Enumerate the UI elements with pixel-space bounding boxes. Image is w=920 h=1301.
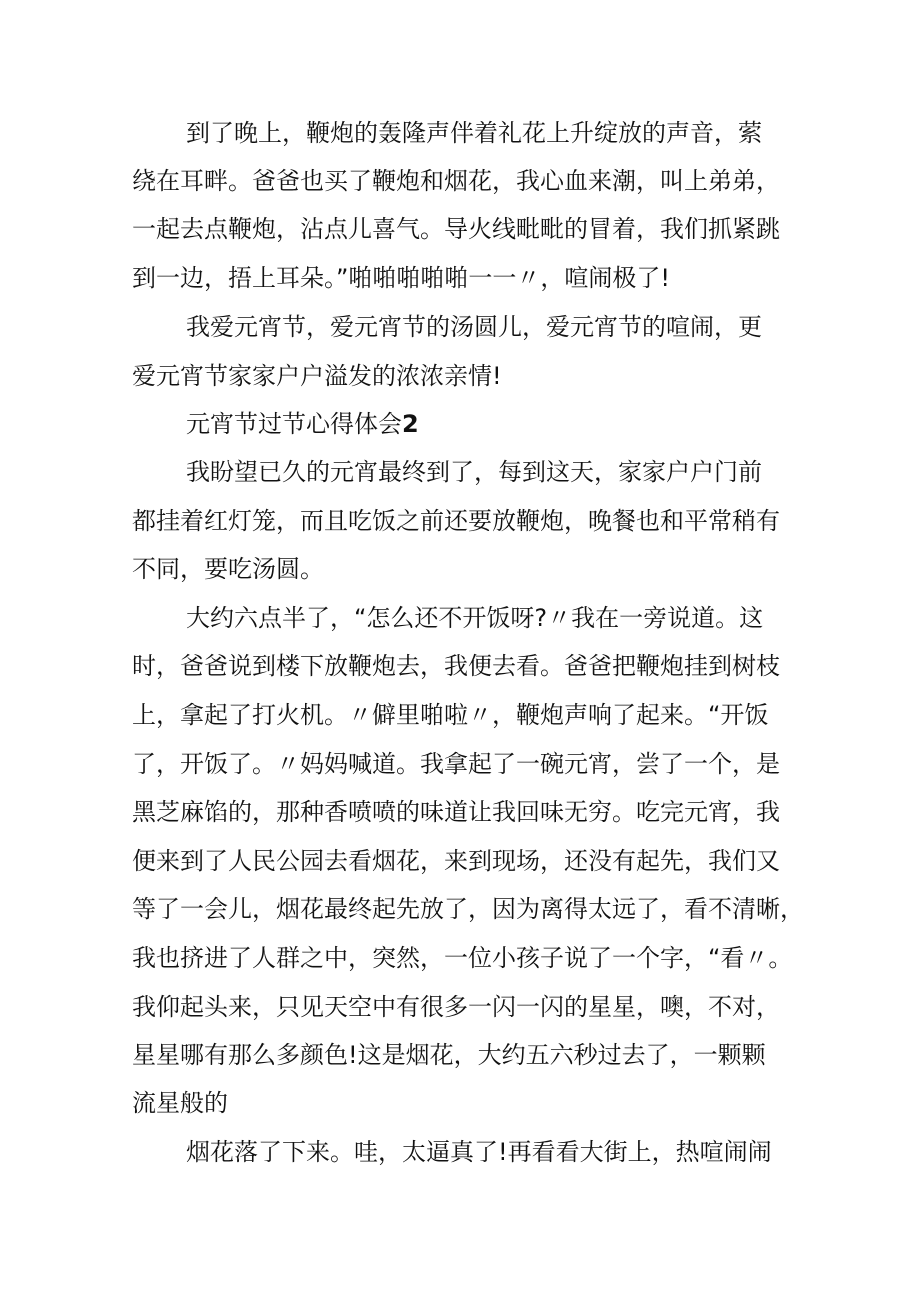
paragraph-3-line-2: 都挂着红灯笼，而且吃饭之前还要放鞭炮，晚餐也和平常稍有 (132, 507, 780, 535)
paragraph-1-line-3: 一起去点鞭炮，沾点儿喜气。导火线毗毗的冒着，我们抓紧跳 (132, 215, 780, 243)
paragraph-4-line-6: 便来到了人民公园去看烟花，来到现场，还没有起先，我们又 (132, 847, 780, 875)
paragraph-4-line-9: 我仰起头来，只见天空中有很多一闪一闪的星星，噢，不对， (132, 993, 780, 1021)
paragraph-4-line-11: 流星般的 (132, 1089, 228, 1117)
paragraph-4-line-10: 星星哪有那么多颜色!这是烟花，大约五六秒过去了，一颗颗 (132, 1041, 766, 1069)
paragraph-3-line-3: 不同，要吃汤圆。 (132, 555, 324, 583)
section-heading-number: 2 (402, 410, 419, 438)
section-heading (186, 404, 419, 444)
paragraph-4-line-3: 上，拿起了打火机。〃僻里啪啦〃，鞭炮声响了起来。“开饭 (132, 701, 769, 729)
paragraph-2-line-2: 爱元宵节家家户户溢发的浓浓亲情! (132, 362, 502, 390)
paragraph-4-line-1: 大约六点半了，“怎么还不开饭呀?〃我在一旁说道。这 (186, 604, 764, 632)
paragraph-1-line-1: 到了晚上，鞭炮的轰隆声伴着礼花上升绽放的声音，萦 (186, 119, 762, 147)
paragraph-5-line-1: 烟花落了下来。哇，太逼真了!再看看大街上，热喧闹闹 (186, 1138, 772, 1166)
paragraph-1-line-4: 到一边，捂上耳朵。”啪啪啪啪啪一一〃，喧闹极了! (132, 264, 671, 292)
paragraph-4-line-4: 了，开饭了。〃妈妈喊道。我拿起了一碗元宵，尝了一个，是 (132, 750, 780, 778)
paragraph-4-line-5: 黑芝麻馅的，那种香喷喷的味道让我回味无穷。吃完元宵，我 (132, 798, 780, 826)
paragraph-2-line-1: 我爱元宵节，爱元宵节的汤圆儿，爱元宵节的喧闹，更 (186, 313, 762, 341)
paragraph-4-line-2: 时，爸爸说到楼下放鞭炮去，我便去看。爸爸把鞭炮挂到树枝 (132, 652, 780, 680)
paragraph-4-line-7: 等了一会儿，烟花最终起先放了，因为离得太远了，看不清晰， (132, 895, 804, 923)
paragraph-4-line-8: 我也挤进了人群之中，突然，一位小孩子说了一个字，“看〃。 (132, 944, 793, 972)
document-body (132, 0, 804, 1301)
paragraph-1-line-2: 绕在耳畔。爸爸也买了鞭炮和烟花，我心血来潮，叫上弟弟， (132, 167, 780, 195)
paragraph-3-line-1: 我盼望已久的元宵最终到了，每到这天，家家户户门前 (186, 458, 762, 486)
section-heading-text: 元宵节过节心得体会 (186, 410, 402, 438)
